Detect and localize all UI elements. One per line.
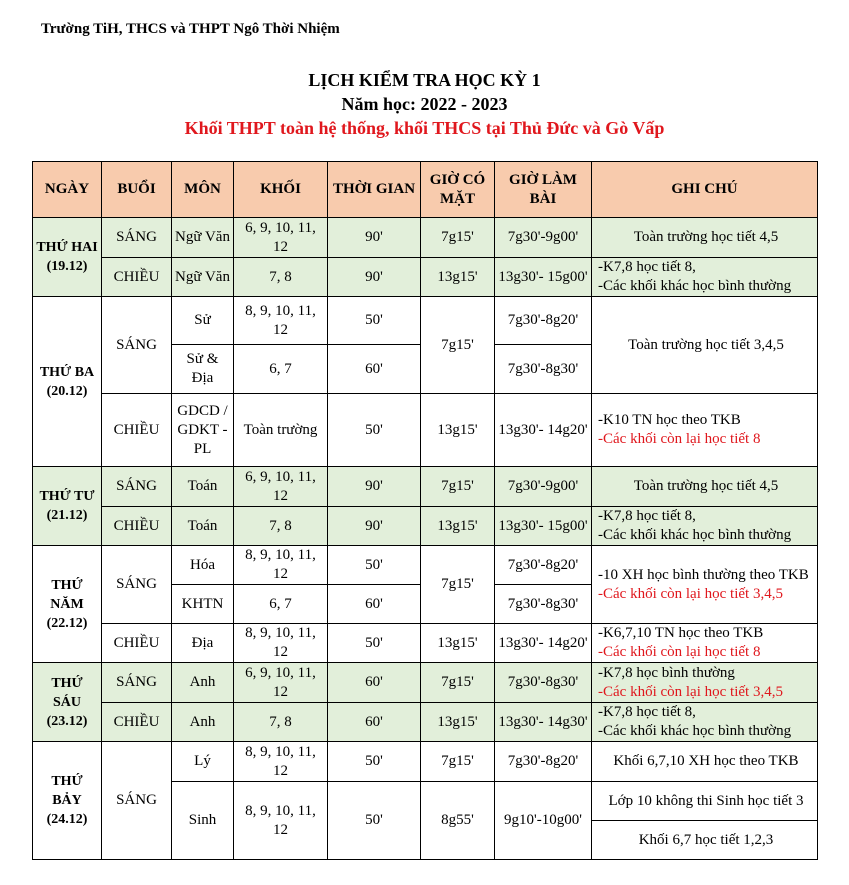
exam-time-cell: 7g30'-8g30'	[495, 585, 592, 624]
note-line-highlight: -Các khối còn lại học tiết 3,4,5	[598, 585, 783, 602]
duration-cell: 50'	[328, 742, 421, 782]
table-row	[33, 703, 818, 742]
note-line-highlight: -Các khối còn lại học tiết 3,4,5	[598, 683, 783, 700]
subject-cell: Ngữ Văn	[172, 218, 234, 258]
table-row	[33, 546, 818, 585]
table-row	[33, 258, 818, 297]
note-cell	[592, 507, 818, 546]
duration-cell: 60'	[328, 663, 421, 703]
note-cell: Toàn trường học tiết 3,4,5	[592, 297, 818, 394]
duration-cell: 90'	[328, 507, 421, 546]
subject-cell: GDCD / GDKT -PL	[172, 394, 234, 467]
exam-time-cell: 7g30'-8g30'	[495, 345, 592, 394]
document-title: LỊCH KIỂM TRA HỌC KỲ 1	[308, 70, 541, 90]
session-cell: CHIỀU	[102, 703, 172, 742]
note-line-highlight: -Các khối còn lại học tiết 8	[598, 644, 761, 660]
note-cell: Khối 6,7,10 XH học theo TKB	[592, 742, 818, 782]
exam-schedule-table	[32, 161, 818, 860]
col-header-note: GHI CHÚ	[592, 162, 818, 218]
duration-cell: 60'	[328, 345, 421, 394]
note-line: -Các khối khác học bình thường	[598, 723, 792, 739]
table-row	[33, 297, 818, 345]
table-row	[33, 742, 818, 782]
grade-cell: 7, 8	[234, 258, 328, 297]
table-header-row	[33, 162, 818, 218]
session-cell: CHIỀU	[102, 258, 172, 297]
day-cell: THỨ HAI (19.12)	[33, 218, 102, 297]
arrival-cell: 7g15'	[421, 218, 495, 258]
note-line: -K7,8 học tiết 8,	[598, 508, 696, 524]
grade-cell: Toàn trường	[234, 394, 328, 467]
duration-cell: 90'	[328, 467, 421, 507]
subject-cell: Địa	[172, 624, 234, 663]
exam-time-cell: 13g30'- 14g20'	[495, 624, 592, 663]
day-cell: THỨ TƯ (21.12)	[33, 467, 102, 546]
table-row	[33, 663, 818, 703]
table-row	[33, 507, 818, 546]
subject-cell: Sử	[172, 297, 234, 345]
subject-cell: KHTN	[172, 585, 234, 624]
arrival-cell: 7g15'	[421, 546, 495, 624]
exam-time-cell: 7g30'-8g20'	[495, 297, 592, 345]
session-cell: CHIỀU	[102, 624, 172, 663]
arrival-cell: 13g15'	[421, 507, 495, 546]
grade-cell: 6, 9, 10, 11, 12	[234, 467, 328, 507]
duration-cell: 90'	[328, 218, 421, 258]
session-cell: SÁNG	[102, 218, 172, 258]
duration-cell: 50'	[328, 624, 421, 663]
school-year: Năm học: 2022 - 2023	[341, 94, 508, 114]
subject-cell: Sử & Địa	[172, 345, 234, 394]
table-row	[33, 394, 818, 467]
note-cell	[592, 546, 818, 624]
note-line: -K7,8 học tiết 8,	[598, 259, 696, 275]
session-cell: SÁNG	[102, 546, 172, 624]
note-cell: Lớp 10 không thi Sinh học tiết 3	[592, 782, 818, 821]
exam-time-cell: 13g30'- 15g00'	[495, 507, 592, 546]
note-line: -K7,8 học bình thường	[598, 664, 735, 681]
exam-time-cell: 7g30'-8g20'	[495, 742, 592, 782]
duration-cell: 60'	[328, 703, 421, 742]
session-cell: SÁNG	[102, 467, 172, 507]
subject-cell: Sinh	[172, 782, 234, 860]
col-header-day: NGÀY	[33, 162, 102, 218]
grade-cell: 8, 9, 10, 11, 12	[234, 782, 328, 860]
arrival-cell: 7g15'	[421, 742, 495, 782]
arrival-cell: 13g15'	[421, 394, 495, 467]
note-line: -Các khối khác học bình thường	[598, 278, 792, 294]
note-cell	[592, 703, 818, 742]
subject-cell: Ngữ Văn	[172, 258, 234, 297]
grade-cell: 7, 8	[234, 507, 328, 546]
session-cell: CHIỀU	[102, 394, 172, 467]
note-line: -Các khối khác học bình thường	[598, 527, 792, 543]
session-cell: SÁNG	[102, 297, 172, 394]
note-cell	[592, 624, 818, 663]
exam-time-cell: 13g30'- 15g00'	[495, 258, 592, 297]
session-cell: SÁNG	[102, 663, 172, 703]
exam-time-cell: 7g30'-8g20'	[495, 546, 592, 585]
day-cell: THỨ SÁU (23.12)	[33, 663, 102, 742]
note-line-highlight: -Các khối còn lại học tiết 8	[598, 431, 761, 447]
arrival-cell: 13g15'	[421, 624, 495, 663]
arrival-cell: 7g15'	[421, 663, 495, 703]
note-cell	[592, 394, 818, 467]
exam-time-cell: 7g30'-9g00'	[495, 218, 592, 258]
subject-cell: Anh	[172, 663, 234, 703]
duration-cell: 50'	[328, 782, 421, 860]
arrival-cell: 7g15'	[421, 297, 495, 394]
grade-cell: 6, 7	[234, 345, 328, 394]
grade-cell: 7, 8	[234, 703, 328, 742]
exam-time-cell: 9g10'-10g00'	[495, 782, 592, 860]
day-cell: THỨ NĂM (22.12)	[33, 546, 102, 663]
table-row	[33, 218, 818, 258]
duration-cell: 60'	[328, 585, 421, 624]
duration-cell: 90'	[328, 258, 421, 297]
arrival-cell: 7g15'	[421, 467, 495, 507]
grade-cell: 6, 9, 10, 11, 12	[234, 218, 328, 258]
session-cell: SÁNG	[102, 742, 172, 860]
col-header-exam-time: GIỜ LÀM BÀI	[495, 162, 592, 218]
arrival-cell: 13g15'	[421, 703, 495, 742]
note-line: -K6,7,10 TN học theo TKB	[598, 625, 764, 641]
note-cell	[592, 258, 818, 297]
duration-cell: 50'	[328, 297, 421, 345]
grade-cell: 6, 9, 10, 11, 12	[234, 663, 328, 703]
subject-cell: Hóa	[172, 546, 234, 585]
grade-cell: 6, 7	[234, 585, 328, 624]
exam-time-cell: 13g30'- 14g20'	[495, 394, 592, 467]
arrival-cell: 13g15'	[421, 258, 495, 297]
subject-cell: Lý	[172, 742, 234, 782]
table-row	[33, 467, 818, 507]
subject-cell: Anh	[172, 703, 234, 742]
exam-time-cell: 7g30'-9g00'	[495, 467, 592, 507]
col-header-duration: THỜI GIAN	[328, 162, 421, 218]
note-line: -K7,8 học tiết 8,	[598, 704, 696, 720]
note-cell: Toàn trường học tiết 4,5	[592, 467, 818, 507]
col-header-arrival: GIỜ CÓ MẶT	[421, 162, 495, 218]
col-header-grade: KHỐI	[234, 162, 328, 218]
duration-cell: 50'	[328, 394, 421, 467]
col-header-session: BUỔI	[102, 162, 172, 218]
scope-subtitle: Khối THPT toàn hệ thống, khối THCS tại Thủ Đức và Gò Vấp	[184, 118, 665, 138]
col-header-subject: MÔN	[172, 162, 234, 218]
grade-cell: 8, 9, 10, 11, 12	[234, 624, 328, 663]
note-line: -K10 TN học theo TKB	[598, 412, 741, 428]
duration-cell: 50'	[328, 546, 421, 585]
day-cell: THỨ BA (20.12)	[33, 297, 102, 467]
school-name: Trường TiH, THCS và THPT Ngô Thời Nhiệm	[41, 21, 340, 37]
subject-cell: Toán	[172, 467, 234, 507]
note-cell	[592, 663, 818, 703]
note-cell: Toàn trường học tiết 4,5	[592, 218, 818, 258]
note-line: -10 XH học bình thường theo TKB	[598, 566, 809, 583]
grade-cell: 8, 9, 10, 11, 12	[234, 297, 328, 345]
subject-cell: Toán	[172, 507, 234, 546]
grade-cell: 8, 9, 10, 11, 12	[234, 742, 328, 782]
note-cell: Khối 6,7 học tiết 1,2,3	[592, 821, 818, 860]
session-cell: CHIỀU	[102, 507, 172, 546]
day-cell: THỨ BẢY (24.12)	[33, 742, 102, 860]
grade-cell: 8, 9, 10, 11, 12	[234, 546, 328, 585]
exam-time-cell: 7g30'-8g30'	[495, 663, 592, 703]
exam-time-cell: 13g30'- 14g30'	[495, 703, 592, 742]
arrival-cell: 8g55'	[421, 782, 495, 860]
table-row	[33, 624, 818, 663]
